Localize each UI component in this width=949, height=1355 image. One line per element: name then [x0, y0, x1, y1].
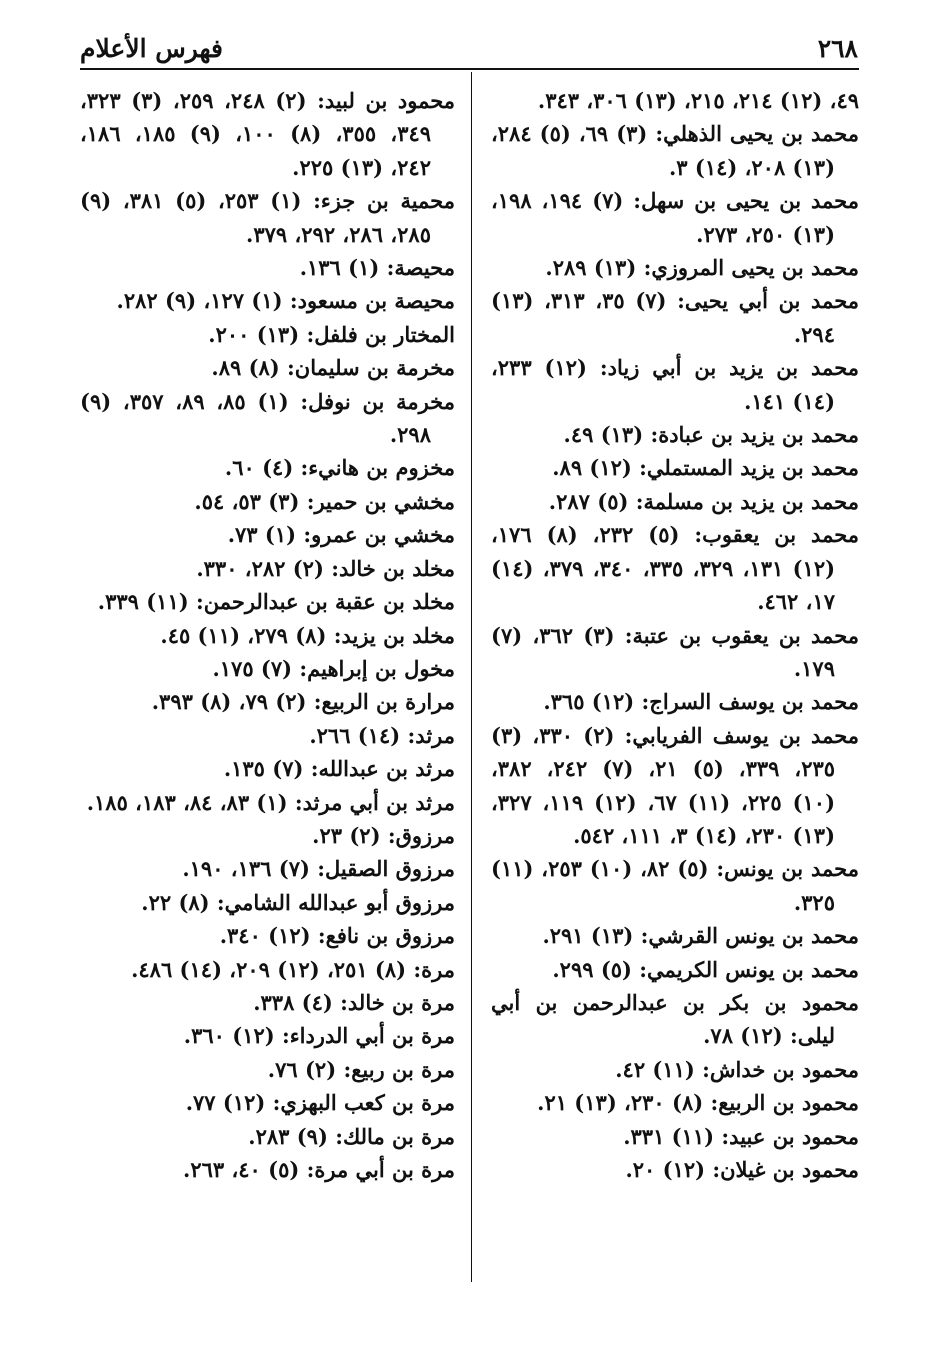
index-entry: مرزوق بن نافع: (١٢) ٣٤٠. [219, 923, 455, 949]
index-entry: مرزوق الصقيل: (٧) ١٣٦، ١٩٠. [182, 856, 455, 882]
index-entry: مخرمة بن سليمان: (٨) ٨٩. [211, 355, 455, 381]
index-entry: مخول بن إبراهيم: (٧) ١٧٥. [212, 655, 455, 681]
index-entry: المختار بن فلفل: (١٣) ٢٠٠. [208, 321, 455, 347]
index-entry: مخشي بن عمرو: (١) ٧٣. [227, 522, 455, 548]
index-entry: محمد بن يزيد بن أبي زياد: (١٢) ٢٣٣، (١٤) ١٤١. [491, 355, 859, 414]
index-entry: محمود بن لبيد: (٢) ٢٤٨، ٢٥٩، (٣) ٣٢٣، ٣٤٩، ٣٥٥، (٨) ١٠٠، (٩) ١٨٥، ١٨٦، ٢٤٢، (١٣) ٢٢٥. [80, 88, 456, 180]
index-entry: مرارة بن الربيع: (٢) ٧٩، (٨) ٣٩٣. [151, 689, 455, 715]
running-title: فهرس الأعلام [80, 34, 224, 63]
index-entry: محمد بن يونس الكريمي: (٥) ٢٩٩. [552, 956, 859, 982]
index-entry: محمود بن بكر بن عبدالرحمن بن أبي ليلى: (١٢) ٧٨. [491, 989, 859, 1049]
index-entry: مخرمة بن نوفل: (١) ٨٥، ٨٩، ٣٥٧، (٩) ٢٩٨. [80, 388, 455, 448]
index-entry: محمد بن يحيى المروزي: (١٣) ٢٨٩. [545, 255, 859, 281]
index-entry: مرة بن أبي مرة: (٥) ٤٠، ٢٦٣. [183, 1157, 455, 1182]
header-rule [80, 68, 859, 70]
index-entry: محمد بن يوسف الفريابي: (٢) ٣٣٠، (٣) ٢٣٥، ٣٣٩، (٥) ٢١، (٧) ٢٤٢، ٣٨٢، (١٠) ٢٢٥، (١١) ٦٧، (١٢) ١١٩، ٣٢٧، (١٣) ٢٣٠، (١٤) ٣، ١١١، ٥٤٢. [491, 722, 860, 848]
index-entry: ٤٩، (١٢) ٢١٤، ٢١٥، (١٣) ٣٠٦، ٣٤٣. [537, 88, 859, 113]
index-entry: محمد بن يعقوب بن عتبة: (٣) ٣٦٢، (٧) ١٧٩. [491, 622, 859, 681]
index-entry: محمد بن يونس القرشي: (١٣) ٢٩١. [542, 923, 859, 949]
page-header [80, 30, 858, 66]
index-entry: مرثد: (١٤) ٢٦٦. [309, 722, 455, 748]
index-entry: محمود بن خداش: (١١) ٤٢. [615, 1056, 859, 1082]
index-entry: محمد بن يزيد بن عبادة: (١٣) ٤٩. [563, 422, 859, 448]
index-entry: محمد بن أبي يحيى: (٧) ٣٥، ٣١٣، (١٣) ٢٩٤. [491, 288, 860, 347]
index-entry: محمود بن غيلان: (١٢) ٢٠. [625, 1157, 859, 1182]
index-entry: مرثد بن عبدالله: (٧) ١٣٥. [223, 756, 455, 782]
index-entry: محمد بن يزيد المستملي: (١٢) ٨٩. [552, 455, 859, 481]
index-entry: مخزوم بن هانيء: (٤) ٦٠. [224, 455, 455, 481]
index-entry: محمية بن جزء: (١) ٢٥٣، (٥) ٣٨١، (٩) ٢٨٥، ٢٨٦، ٢٩٢، ٣٧٩. [80, 188, 455, 247]
index-entry: محمد بن يوسف السراج: (١٢) ٣٦٥. [543, 689, 859, 715]
index-entry: مرزوق: (٢) ٢٣. [312, 822, 455, 848]
index-entry: مرة بن خالد: (٤) ٣٣٨. [253, 989, 455, 1015]
index-entry: مرثد بن أبي مرثد: (١) ٨٣، ٨٤، ١٨٣، ١٨٥. [86, 789, 455, 815]
index-entry: مرة بن ربيع: (٢) ٧٦. [267, 1056, 455, 1082]
page-number: ٢٦٨ [817, 34, 858, 63]
index-entry: مخلد بن عقبة بن عبدالرحمن: (١١) ٣٣٩. [97, 589, 455, 615]
index-entry: مرة بن أبي الدرداء: (١٢) ٣٦٠. [183, 1023, 455, 1049]
index-entry: محيصة: (١) ١٣٦. [299, 255, 455, 281]
index-entry: مرة: (٨) ٢٥١، (١٢) ٢٠٩، (١٤) ٤٨٦. [131, 956, 455, 982]
index-entry: مخشي بن حمير: (٣) ٥٣، ٥٤. [194, 488, 455, 514]
column-divider [471, 72, 472, 1282]
index-entry: محمود بن الربيع: (٨) ٢٣٠، (١٣) ٢١. [537, 1090, 859, 1116]
index-entry: محمد بن يحيى بن سهل: (٧) ١٩٤، ١٩٨، (١٣) ٢٥٠، ٢٧٣. [491, 188, 859, 247]
index-entry: محمد بن يحيى الذهلي: (٣) ٦٩، (٥) ٢٨٤، (١٣) ٢٠٨، (١٤) ٣. [491, 121, 860, 180]
left-column [80, 84, 455, 1186]
index-entry: محمد بن يعقوب: (٥) ٢٣٢، (٨) ١٧٦، (١٢) ١٣١، ٣٢٩، ٣٣٥، ٣٤٠، ٣٧٩، (١٤) ١٧، ٤٦٢. [491, 522, 860, 615]
index-entry: مخلد بن يزيد: (٨) ٢٧٩، (١١) ٤٥. [160, 622, 455, 648]
index-entry: محيصة بن مسعود: (١) ١٢٧، (٩) ٢٨٢. [116, 288, 455, 314]
index-entry: مخلد بن خالد: (٢) ٢٨٢، ٣٣٠. [196, 555, 455, 581]
index-entry: محمد بن يونس: (٥) ٨٢، (١٠) ٢٥٣، (١١) ٣٢٥. [491, 856, 859, 915]
index-entry: مرة بن كعب البهزي: (١٢) ٧٧. [185, 1090, 455, 1116]
index-entry: محمود بن عبيد: (١١) ٣٣١. [623, 1123, 859, 1149]
index-entry: مرة بن مالك: (٩) ٢٨٣. [248, 1123, 455, 1149]
index-entry: محمد بن يزيد بن مسلمة: (٥) ٢٨٧. [548, 488, 859, 514]
right-column [491, 84, 859, 1186]
index-entry: مرزوق أبو عبدالله الشامي: (٨) ٢٢. [141, 889, 455, 915]
